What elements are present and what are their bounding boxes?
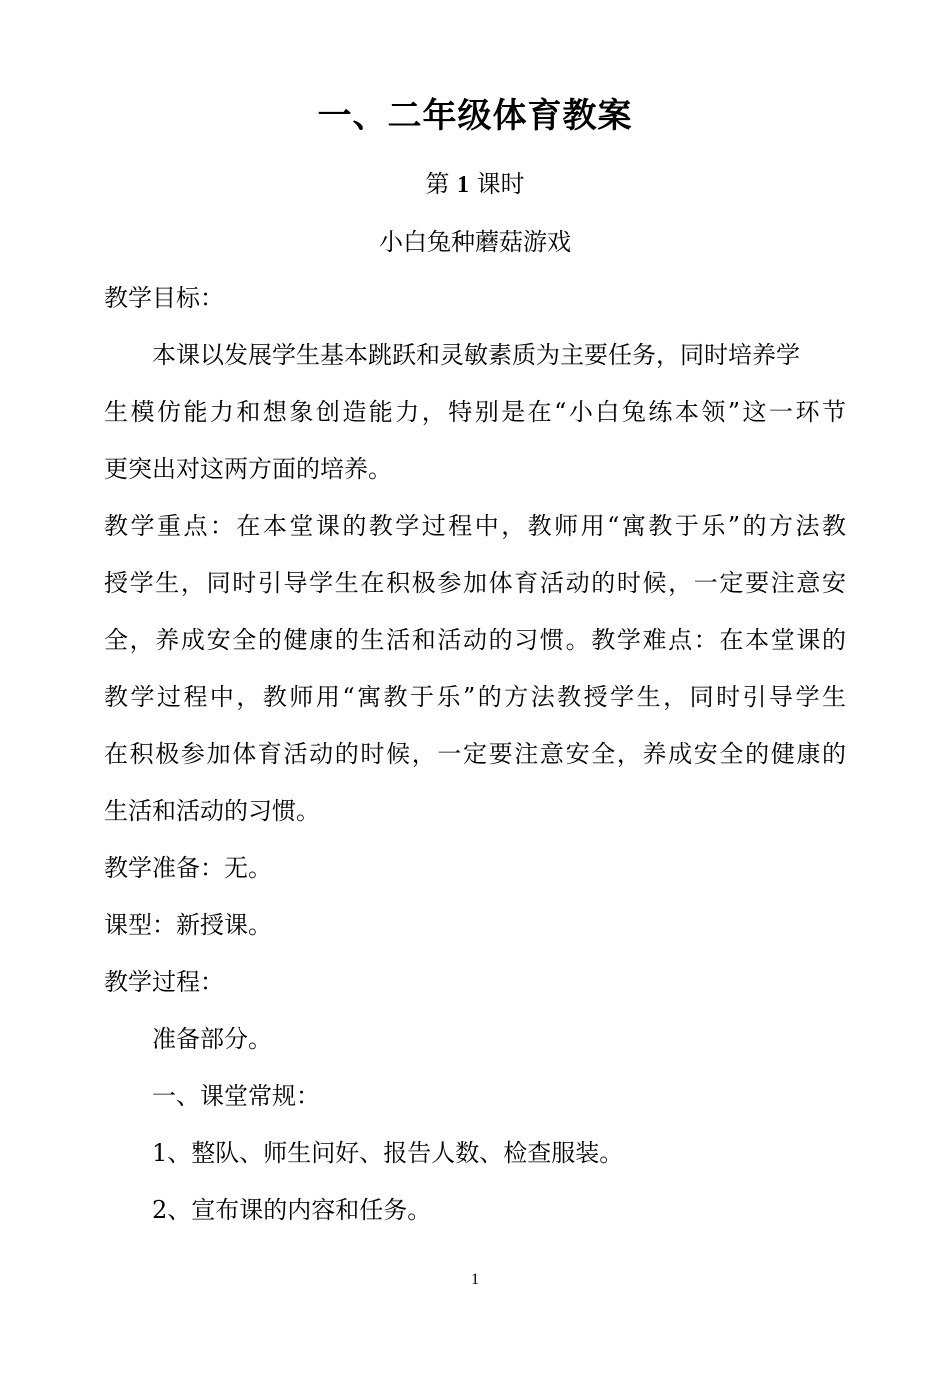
keypoint-line: 在积极参加体育活动的时候，一定要注意安全，养成安全的健康的 [104,740,846,768]
objective-heading: 教学目标： [104,284,224,312]
objective-line: 生模仿能力和想象创造能力，特别是在“小白兔练本领”这一环节 [104,398,846,426]
lesson-name: 小白兔种蘑菇游戏 [379,228,571,256]
lesson-suffix: 课时 [476,170,525,198]
lesson-number-line [0,167,950,202]
lesson-number: 1 [457,172,469,198]
objective-line: 更突出对这两方面的培养。 [104,455,392,483]
objective-line: 本课以发展学生基本跳跃和灵敏素质为主要任务，同时培养学 [152,341,800,369]
lesson-prefix: 第 [425,170,450,198]
process-item: 一、课堂常规： [152,1082,320,1110]
process-heading: 教学过程： [104,968,224,996]
keypoint-line: 全，养成安全的健康的生活和活动的习惯。教学难点：在本堂课的 [104,626,846,654]
keypoint-line: 授学生，同时引导学生在积极参加体育活动的时候，一定要注意安 [104,569,846,597]
page-number: 1 [471,1271,479,1288]
keypoint-line: 教学重点：在本堂课的教学过程中，教师用“寓教于乐”的方法教 [104,512,846,540]
document-title: 一、二年级体育教案 [317,96,633,136]
process-item: 1、整队、师生问好、报告人数、检查服装。 [152,1139,624,1167]
lesson-type-line: 课型：新授课。 [104,911,272,939]
keypoint-line: 教学过程中，教师用“寓教于乐”的方法教授学生，同时引导学生 [104,683,846,711]
keypoint-line: 生活和活动的习惯。 [104,797,320,825]
process-item: 准备部分。 [152,1025,272,1053]
process-item: 2、宣布课的内容和任务。 [152,1196,432,1224]
preparation-line: 教学准备：无。 [104,854,272,882]
